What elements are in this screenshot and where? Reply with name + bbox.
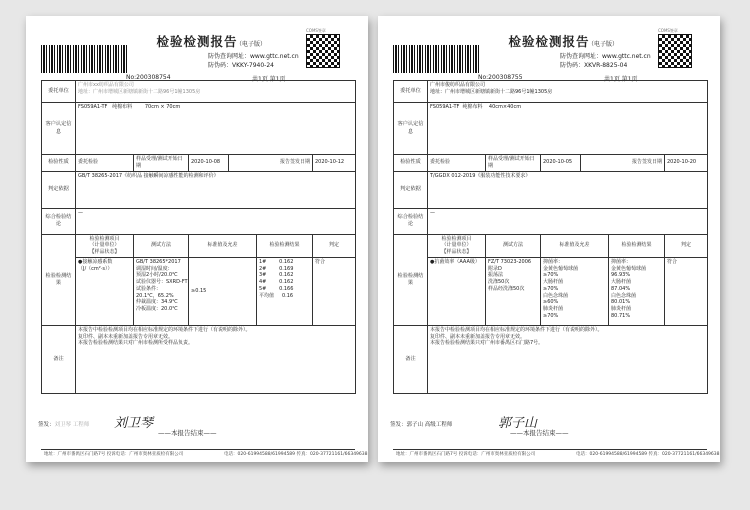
report-table	[393, 80, 708, 394]
standard-value: ≥0.15	[189, 257, 257, 325]
footer-contact: 电话：020-61994588/61994589 传真：020-37721161/66349638	[576, 452, 720, 457]
col-item-header: 检验检测项目 （计量单位） 【样品状态】	[76, 234, 134, 257]
qr-code-icon	[658, 34, 692, 68]
col-item-header: 检验检测项目 （计量单位） 【样品状态】	[428, 234, 486, 257]
test-result: 抑菌率： 金黄色葡萄球菌 96.93% 大肠杆菌 87.04% 白色念珠菌 80.01% 肺炎杆菌 80.71%	[609, 257, 665, 325]
electronic-badge: （电子版）	[236, 41, 267, 48]
col-result-header: 检验检测结果	[609, 234, 665, 257]
basis-label: 判定依据	[42, 171, 76, 208]
remarks-value: 本报告中检验检测项目均在相应标准规定的环境条件下进行（有说明的除外）。 复印件、副本未重新加盖报告专用章无效。 本报告检验检测结果只对广州市番禺区石门路7号。	[428, 325, 708, 393]
report-sheet-right	[378, 16, 720, 462]
signer-name: 郭子山 高级工程师	[406, 422, 453, 428]
sample-info-label: 客户认定信息	[394, 103, 428, 155]
basis-value: T/GGDX 012-2019《服装功能性技术要求》	[428, 171, 708, 208]
test-result: 1# 0.162 2# 0.169 3# 0.162 4# 0.162 5# 0.166 平均值 0.16	[257, 257, 313, 325]
col-judge-header: 判定	[313, 234, 356, 257]
test-method: GB/T 38265*2017 调湿时间/温度： 预湿2小时/20.0℃ 试验仪器号：SXRD-FT 试验条件： 20.1℃，65.2% 仲裁温度：34.9℃ 冷板温度：20.0℃	[134, 257, 189, 325]
qr-caption: COMS签章	[658, 28, 678, 33]
handwritten-signature: 刘卫琴	[114, 416, 154, 431]
test-category-label: 检验性质	[394, 155, 428, 172]
report-date-label: 报告签发日期	[229, 155, 313, 172]
record-number: No:200308755	[478, 74, 523, 81]
footer-divider	[41, 449, 355, 450]
basis-value: GB/T 38265-2017《纺织品 接触瞬间凉感性能的检测和评价》	[76, 171, 356, 208]
col-judge-header: 判定	[665, 234, 708, 257]
remarks-label: 备注	[42, 325, 76, 393]
client-label: 委托单位	[42, 81, 76, 103]
client-value: 广州市俊纺织品有限公司 地址：广州市增城区新塘镇新街十二路96号1幢1305房	[428, 81, 708, 103]
anticounterfeit-code: 防伪码：VKKY-7940-24	[208, 62, 274, 69]
col-standard-header: 标准值及允差	[541, 234, 609, 257]
results-label: 检验检测结果	[42, 234, 76, 325]
report-date-value: 2020-10-20	[665, 155, 708, 172]
col-method-header: 测试方法	[486, 234, 541, 257]
sample-date-value: 2020-10-08	[189, 155, 229, 172]
sample-info-value: FS059A1-TF 纯棉布料 70cm × 70cm	[76, 103, 356, 155]
signoff	[390, 420, 452, 428]
sample-info-value: FS059A1-TF 纯棉布料 40cm×40cm	[428, 103, 708, 155]
test-category-label: 检验性质	[42, 155, 76, 172]
conclusion-label: 综合检验结论	[394, 208, 428, 234]
test-method: FZ/T 73023-2006 附录D 振荡法 洗涤50次 样品经洗涤50次	[486, 257, 541, 325]
footer-address: 地址：广州市番禺区石门路7号 投诉电话：广州市奥林亚质检有限公司	[396, 452, 536, 457]
judgement: 符合	[313, 257, 356, 325]
standard-value: 抑菌率： 金黄色葡萄球菌 ≥70% 大肠杆菌 ≥70% 白色念珠菌 ≥60% 肺炎杆菌 ≥70%	[541, 257, 609, 325]
signoff-label: 签发：	[390, 422, 407, 428]
basis-label: 判定依据	[394, 171, 428, 208]
qr-code-icon	[306, 34, 340, 68]
conclusion-value: —	[76, 208, 356, 234]
page-indicator: 共1页 第1页	[604, 76, 638, 83]
end-of-report: ——本报告结束——	[158, 429, 217, 437]
test-category-value: 委托检验	[428, 155, 486, 172]
remarks-label: 备注	[394, 325, 428, 393]
footer-contact: 电话：020-61994588/61994589 传真：020-37721161/66349638	[224, 452, 368, 457]
client-value: 广州市xx纺织品有限公司 地址：广州市增城区新塘镇新街十二路96号1幢1305房	[76, 81, 356, 103]
signer-name: 刘卫琴 工程师	[54, 422, 90, 428]
conclusion-label: 综合检验结论	[42, 208, 76, 234]
client-label: 委托单位	[394, 81, 428, 103]
page-indicator: 共1页 第1页	[252, 76, 286, 83]
col-standard-header: 标准值及允差	[189, 234, 257, 257]
report-table	[41, 80, 356, 394]
qr-caption: COMS签章	[306, 28, 326, 33]
footer-address: 地址：广州市番禺区石门路7号 投诉电话：广州市奥林亚质检有限公司	[44, 452, 184, 457]
signoff-label: 签发：	[38, 422, 55, 428]
test-category-value: 委托检验	[76, 155, 134, 172]
signoff	[38, 420, 89, 428]
sample-info-label: 客户认定信息	[42, 103, 76, 155]
anticounterfeit-code: 防伪码：XKVR-8825-04	[560, 62, 628, 69]
electronic-badge: （电子版）	[588, 41, 619, 48]
judgement: 符合	[665, 257, 708, 325]
sample-date-label: 样品受理/测试开始日期	[486, 155, 541, 172]
test-item: ●抗菌效率（AAA级）	[428, 257, 486, 325]
report-title: 检验检测报告	[508, 34, 590, 49]
query-url: 防伪查询网址：www.gttc.net.cn	[560, 53, 651, 60]
report-sheet-left	[26, 16, 368, 462]
handwritten-signature: 郭子山	[498, 416, 538, 431]
remarks-value: 本报告中检验检测项目均在相应标准规定的环境条件下进行（有说明的除外）。 复印件、副本未重新加盖报告专用章无效。 本报告检验检测结果只对广州市检测所受样品负责。	[76, 325, 356, 393]
conclusion-value: —	[428, 208, 708, 234]
report-date-label: 报告签发日期	[581, 155, 665, 172]
sample-date-value: 2020-10-05	[541, 155, 581, 172]
footer-divider	[393, 449, 707, 450]
end-of-report: ——本报告结束——	[510, 429, 569, 437]
col-result-header: 检验检测结果	[257, 234, 313, 257]
report-date-value: 2020-10-12	[313, 155, 356, 172]
results-label: 检验检测结果	[394, 234, 428, 325]
record-number: No:200308754	[126, 74, 171, 81]
sample-date-label: 样品受理/测试开始日期	[134, 155, 189, 172]
query-url: 防伪查询网址：www.gttc.net.cn	[208, 53, 299, 60]
col-method-header: 测试方法	[134, 234, 189, 257]
report-title: 检验检测报告	[156, 34, 238, 49]
test-item: ●接触凉感系数 （J/（cm²·s））	[76, 257, 134, 325]
